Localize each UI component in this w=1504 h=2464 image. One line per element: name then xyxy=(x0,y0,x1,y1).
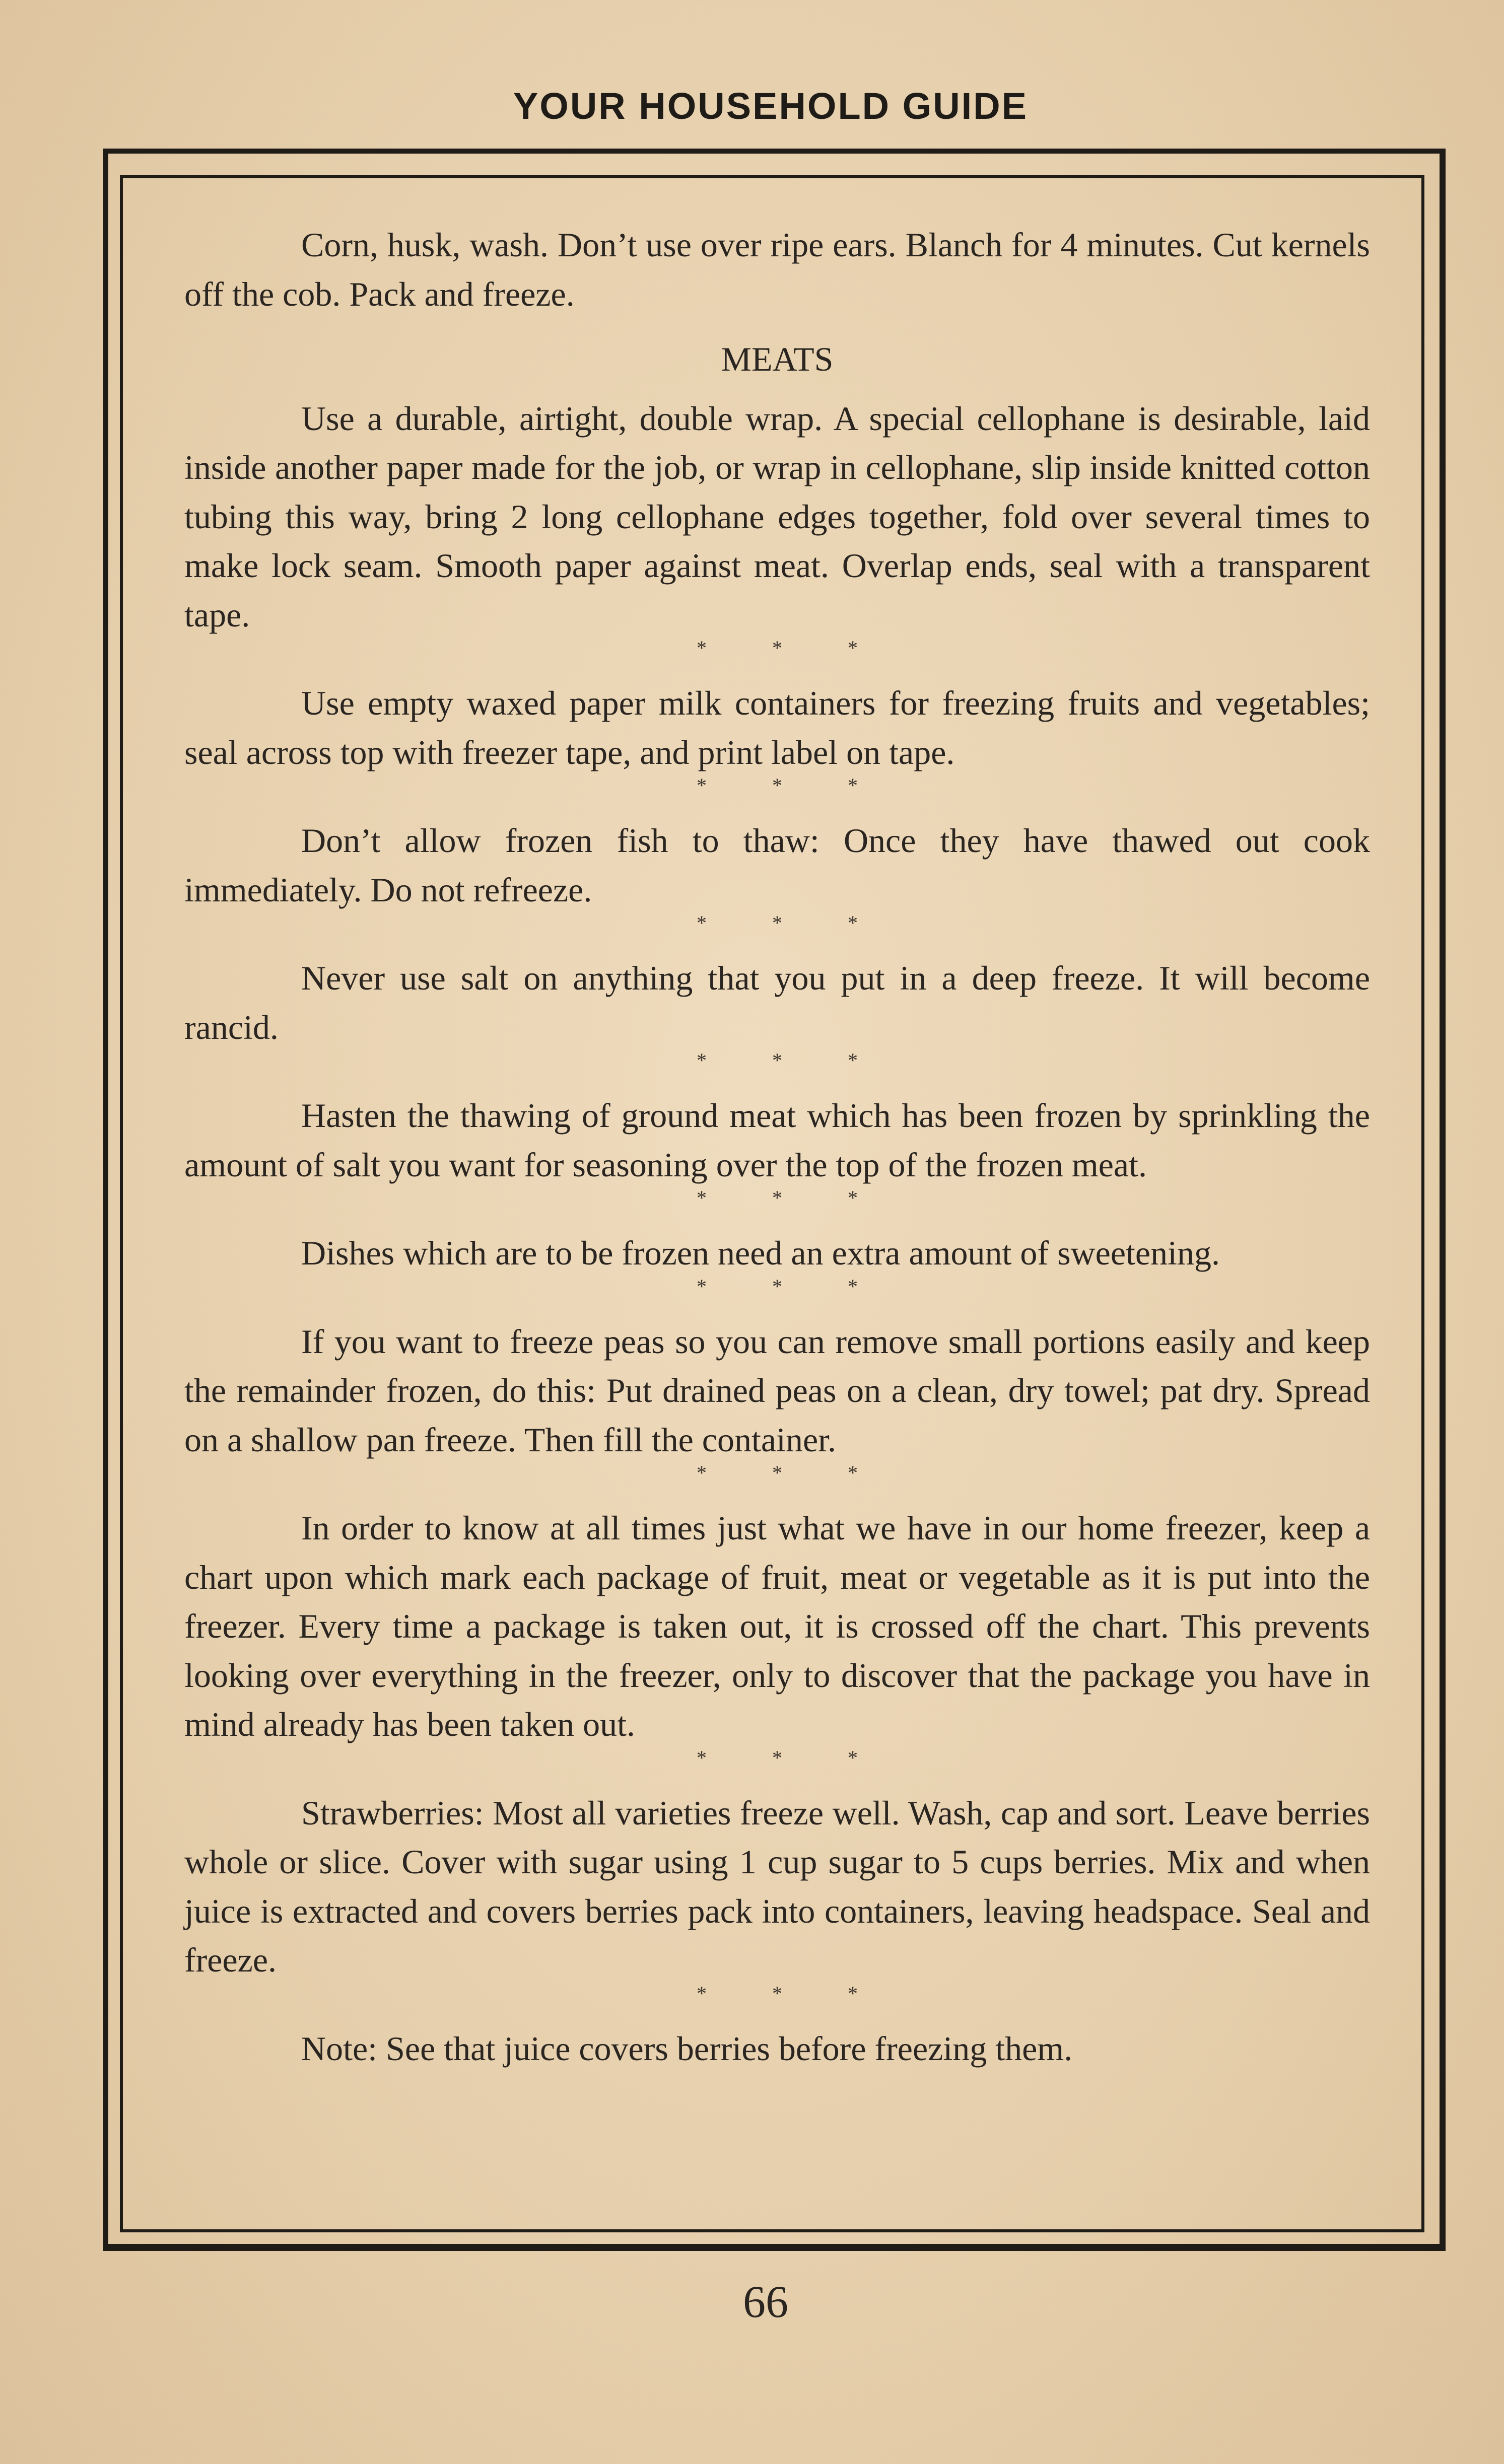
separator-asterisks: * * * xyxy=(697,774,888,797)
paragraph-corn: Corn, husk, wash. Don’t use over ripe ears. Blanch for 4 minutes. Cut kernels off the cob. Pack and freeze. xyxy=(184,226,1370,313)
separator-asterisks: * * * xyxy=(697,1186,888,1209)
paragraph-milk-containers: Use empty waxed paper milk containers for freezing fruits and vegetables; seal across top with freezer tape, and print label on tape. xyxy=(184,684,1370,771)
page-header-title: YOUR HOUSEHOLD GUIDE xyxy=(513,85,1029,127)
paragraph-salt: Never use salt on anything that you put in a deep freeze. It will become rancid. xyxy=(184,959,1370,1046)
paragraph-wrapping: Use a durable, airtight, double wrap. A special cellophane is desirable, laid inside another paper made for the job, or wrap in cellophane, slip inside knitted cotton tubing this way, bring 2 long cellophane edges together, fold over several times to make lock seam. Smooth paper against meat. Overlap ends, seal with a transparent tape. xyxy=(184,399,1370,634)
paragraph-ground-meat: Hasten the thawing of ground meat which has been frozen by sprinkling the amount of salt you want for seasoning over the top of the frozen meat. xyxy=(184,1096,1370,1184)
page-body xyxy=(184,221,1370,2073)
page-number: 66 xyxy=(743,2277,788,2327)
separator-asterisks: * * * xyxy=(697,1982,888,2005)
separator-asterisks: * * * xyxy=(697,1746,888,1769)
separator-asterisks: * * * xyxy=(697,1461,888,1484)
separator-asterisks: * * * xyxy=(697,1275,888,1298)
paragraph-strawberries: Strawberries: Most all varieties freeze well. Wash, cap and sort. Leave berries whole or slice. Cover with sugar using 1 cup sugar to 5 cups berries. Mix and when juice is extracted and covers berries pack into containers, leaving headspace. Seal and freeze. xyxy=(184,1793,1370,1979)
paragraph-frozen-fish: Don’t allow frozen fish to thaw: Once they have thawed out cook immediately. Do not refreeze. xyxy=(184,821,1370,909)
separator-asterisks: * * * xyxy=(697,637,888,659)
separator-asterisks: * * * xyxy=(697,911,888,934)
section-title-meats: MEATS xyxy=(721,340,834,378)
paragraph-sweetening: Dishes which are to be frozen need an extra amount of sweetening. xyxy=(301,1234,1220,1272)
paragraph-freezer-chart: In order to know at all times just what we have in our home freezer, keep a chart upon which mark each package of fruit, meat or vegetable as it is put into the freezer. Every time a package is taken out, it is crossed off the chart. This prevents looking over everything in the freezer, only to discover that the package you have in mind already has been taken out. xyxy=(184,1509,1370,1743)
paragraph-peas: If you want to freeze peas so you can remove small portions easily and keep the remainder frozen, do this: Put drained peas on a clean, dry towel; pat dry. Spread on a shallow pan freeze. Then fill the container. xyxy=(184,1322,1370,1459)
paragraph-note: Note: See that juice covers berries before freezing them. xyxy=(301,2029,1073,2068)
separator-asterisks: * * * xyxy=(697,1049,888,1072)
